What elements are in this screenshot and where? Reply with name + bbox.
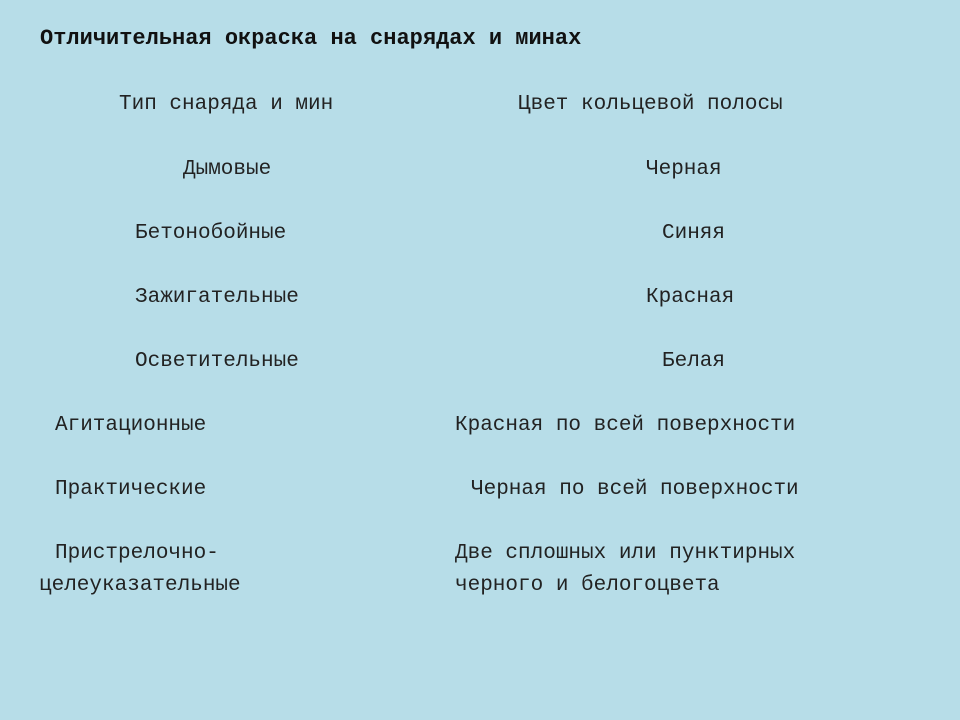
- header-color: Цвет кольцевой полосы: [518, 93, 783, 116]
- page-title: Отличительная окраска на снарядах и минах: [40, 26, 582, 51]
- row-color: Красная по всей поверхности: [455, 414, 796, 437]
- row-type: Зажигательные: [135, 286, 299, 309]
- row-type: Дымовые: [183, 158, 272, 181]
- row-color: Синяя: [662, 222, 726, 245]
- row-type: Агитационные: [55, 414, 207, 437]
- row-color: Белая: [662, 350, 726, 373]
- row-type: Пристрелочно- целеуказательные: [39, 542, 241, 597]
- row-color: Черная: [646, 158, 722, 181]
- row-type: Бетонобойные: [135, 222, 287, 245]
- row-color: Две сплошных или пунктирных черного и белогоцвета: [455, 542, 796, 597]
- row-color: Черная по всей поверхности: [471, 478, 799, 501]
- row-color: Красная: [646, 286, 735, 309]
- row-type: Осветительные: [135, 350, 299, 373]
- row-type: Практические: [55, 478, 207, 501]
- header-type: Тип снаряда и мин: [119, 93, 334, 116]
